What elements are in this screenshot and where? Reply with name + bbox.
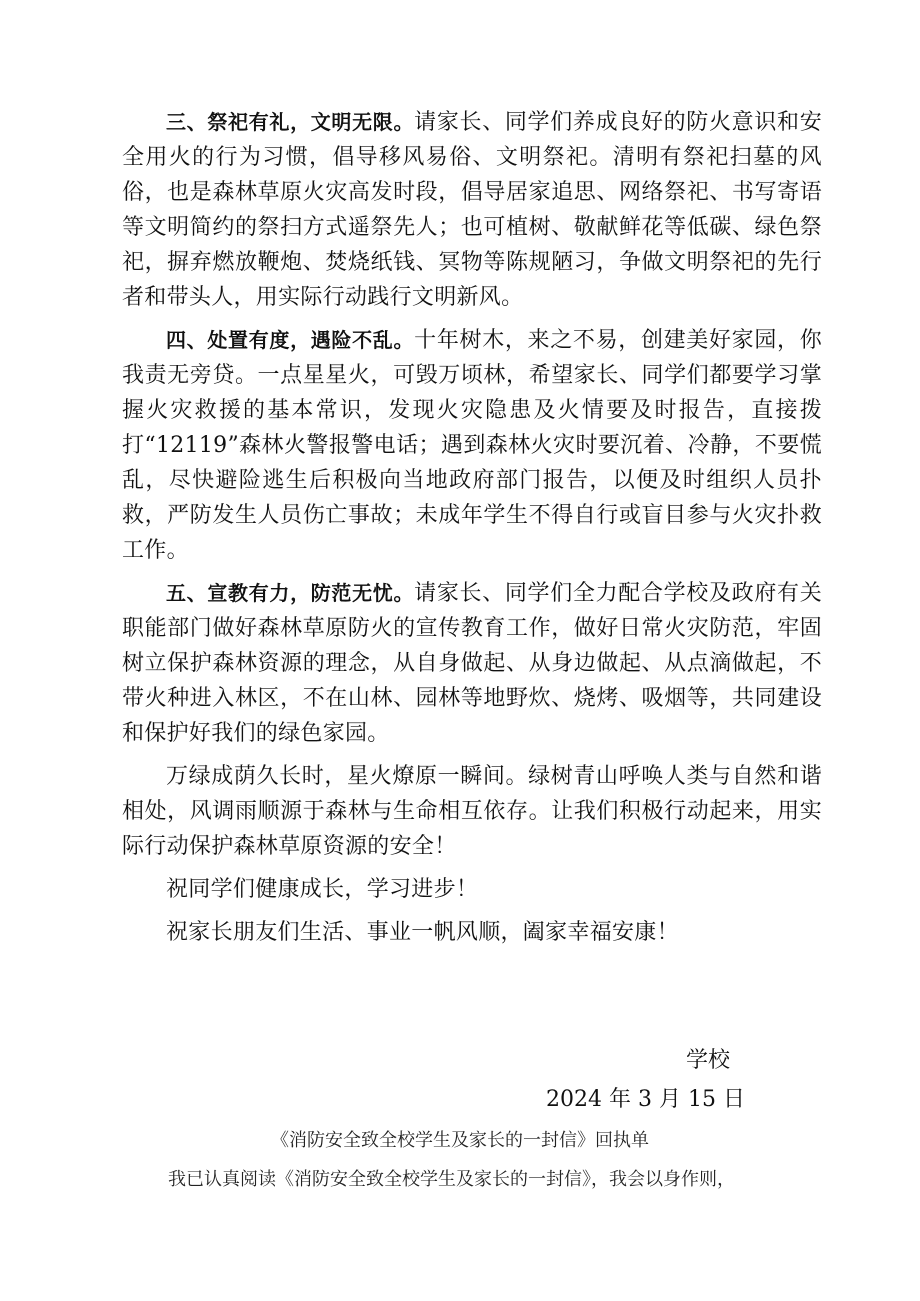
signature-org: 学校 [686, 1048, 731, 1073]
paragraph-heading: 五、宣教有力，防范无忧。 [166, 581, 415, 605]
receipt-statement: 我已认真阅读《消防安全致全校学生及家长的一封信》，我会以身作则， [168, 1169, 735, 1190]
paragraph-text: 请家长、同学们全力配合学校及政府有关职能部门做好森林草原防火的宣传教育工作，做好日常火灾防范，牢固树立保护森林资源的理念，从自身做起、从身边做起、从点滴做起，不带火种进入林区，不在山林、园林等地野炊、烧烤、吸烟等，共同建设和保护好我们的绿色家园。 [122, 581, 822, 746]
paragraph-text: 十年树木，来之不易，创建美好家园，你我责无旁贷。一点星星火，可毁万顷林，希望家长、同学们都要学习掌握火灾救援的基本常识，发现火灾隐患及火情要及时报告，直接拨打“12119”森林火警报警电话；遇到森林火灾时要沉着、冷静，不要慌乱，尽快避险逃生后积极向当地政府部门报告，以便及时组织人员扑救，严防发生人员伤亡事故；未成年学生不得自行或盲目参与火灾扑救工作。 [122, 328, 822, 563]
closing-summary: 万绿成荫久长时，星火燎原一瞬间。绿树青山呼唤人类与自然和谐相处，风调雨顺源于森林与生命相互依存。让我们积极行动起来，用实际行动保护森林草原资源的安全！ [122, 764, 822, 859]
wish-students: 祝同学们健康成长，学习进步！ [166, 877, 479, 902]
paragraph-ritual [122, 105, 822, 315]
letter-body [122, 105, 822, 950]
paragraph-education [122, 576, 822, 751]
paragraph-text: 请家长、同学们养成良好的防火意识和安全用火的行为习惯，倡导移风易俗、文明祭祀。清明有祭祀扫墓的风俗，也是森林草原火灾高发时段，倡导居家追思、网络祭祀、书写寄语等文明简约的祭扫方式遥祭先人；也可植树、敬献鲜花等低碳、绿色祭祀，摒弃燃放鞭炮、焚烧纸钱、冥物等陈规陋习，争做文明祭祀的先行者和带头人，用实际行动践行文明新风。 [122, 110, 822, 310]
signature-date: 2024 年 3 月 15 日 [546, 1087, 745, 1112]
paragraph-emergency [122, 323, 822, 568]
receipt-title: 《消防安全致全校学生及家长的一封信》回执单 [271, 1130, 649, 1151]
paragraph-heading: 三、祭祀有礼，文明无限。 [166, 110, 415, 134]
paragraph-heading: 四、处置有度，遇险不乱。 [166, 328, 415, 352]
wish-parents: 祝家长朋友们生活、事业一帆风顺，阖家幸福安康！ [166, 920, 679, 945]
